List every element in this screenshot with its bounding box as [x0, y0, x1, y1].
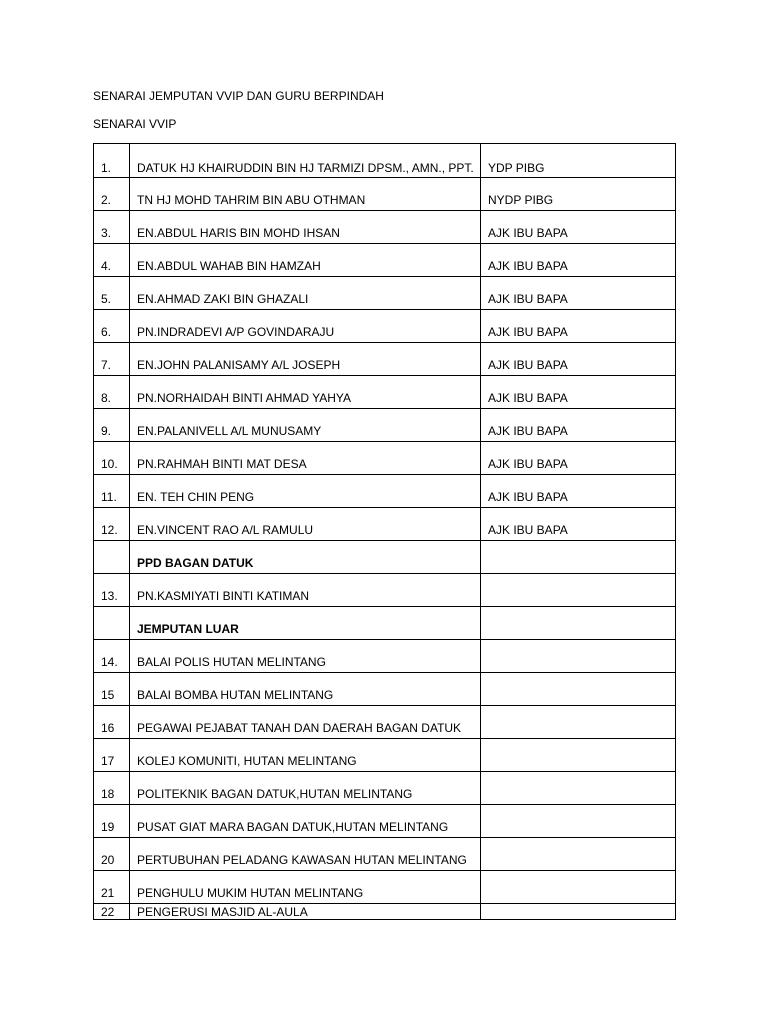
row-role — [481, 640, 676, 673]
table-row — [94, 871, 676, 904]
row-number: 3. — [94, 211, 130, 244]
vvip-table — [93, 143, 676, 920]
row-name: KOLEJ KOMUNITI, HUTAN MELINTANG — [130, 739, 481, 772]
row-role: AJK IBU BAPA — [481, 211, 676, 244]
row-role: AJK IBU BAPA — [481, 310, 676, 343]
row-name: POLITEKNIK BAGAN DATUK,HUTAN MELINTANG — [130, 772, 481, 805]
row-name: BALAI BOMBA HUTAN MELINTANG — [130, 673, 481, 706]
row-role: AJK IBU BAPA — [481, 475, 676, 508]
row-role: AJK IBU BAPA — [481, 409, 676, 442]
row-role — [481, 871, 676, 904]
row-number: 2. — [94, 178, 130, 211]
row-number: 16 — [94, 706, 130, 739]
row-role: AJK IBU BAPA — [481, 508, 676, 541]
row-number: 4. — [94, 244, 130, 277]
table-row — [94, 739, 676, 772]
row-name: PN.RAHMAH BINTI MAT DESA — [130, 442, 481, 475]
row-name: PN.KASMIYATI BINTI KATIMAN — [130, 574, 481, 607]
row-number: 8. — [94, 376, 130, 409]
table-row — [94, 805, 676, 838]
row-number: 21 — [94, 871, 130, 904]
row-role: AJK IBU BAPA — [481, 277, 676, 310]
row-name: EN.AHMAD ZAKI BIN GHAZALI — [130, 277, 481, 310]
table-row — [94, 673, 676, 706]
table-row — [94, 640, 676, 673]
row-number: 18 — [94, 772, 130, 805]
row-name: EN.ABDUL WAHAB BIN HAMZAH — [130, 244, 481, 277]
table-row — [94, 178, 676, 211]
row-role: AJK IBU BAPA — [481, 376, 676, 409]
row-role — [481, 904, 676, 920]
row-number: 6. — [94, 310, 130, 343]
document-title: SENARAI JEMPUTAN VVIP DAN GURU BERPINDAH — [93, 89, 384, 103]
row-role: YDP PIBG — [481, 144, 676, 178]
row-number — [94, 541, 130, 574]
row-name: TN HJ MOHD TAHRIM BIN ABU OTHMAN — [130, 178, 481, 211]
row-role — [481, 838, 676, 871]
row-role — [481, 805, 676, 838]
table-row — [94, 376, 676, 409]
row-name: PENGHULU MUKIM HUTAN MELINTANG — [130, 871, 481, 904]
section-heading-vvip: SENARAI VVIP — [93, 117, 177, 131]
row-number: 7. — [94, 343, 130, 376]
row-role: NYDP PIBG — [481, 178, 676, 211]
table-row — [94, 838, 676, 871]
row-number: 15 — [94, 673, 130, 706]
table-row — [94, 574, 676, 607]
table-row — [94, 277, 676, 310]
row-number — [94, 607, 130, 640]
table-row — [94, 211, 676, 244]
row-name: PN.NORHAIDAH BINTI AHMAD YAHYA — [130, 376, 481, 409]
row-name: JEMPUTAN LUAR — [130, 607, 481, 640]
table-row — [94, 310, 676, 343]
row-role — [481, 772, 676, 805]
row-name: PPD BAGAN DATUK — [130, 541, 481, 574]
table-row — [94, 706, 676, 739]
row-number: 9. — [94, 409, 130, 442]
row-name: PEGAWAI PEJABAT TANAH DAN DAERAH BAGAN DATUK — [130, 706, 481, 739]
table-row — [94, 508, 676, 541]
table-section-header-row — [94, 541, 676, 574]
row-name: DATUK HJ KHAIRUDDIN BIN HJ TARMIZI DPSM., AMN., PPT. — [130, 144, 481, 178]
row-number: 12. — [94, 508, 130, 541]
table-row — [94, 904, 676, 920]
row-number: 22 — [94, 904, 130, 920]
row-number: 14. — [94, 640, 130, 673]
row-name: EN.JOHN PALANISAMY A/L JOSEPH — [130, 343, 481, 376]
row-number: 17 — [94, 739, 130, 772]
table-row — [94, 144, 676, 178]
row-role — [481, 541, 676, 574]
table-row — [94, 772, 676, 805]
row-role: AJK IBU BAPA — [481, 244, 676, 277]
row-number: 11. — [94, 475, 130, 508]
vvip-table-body — [94, 144, 676, 920]
row-number: 1. — [94, 144, 130, 178]
row-role — [481, 739, 676, 772]
row-role: AJK IBU BAPA — [481, 442, 676, 475]
row-number: 19 — [94, 805, 130, 838]
row-name: PERTUBUHAN PELADANG KAWASAN HUTAN MELINTANG — [130, 838, 481, 871]
row-name: EN.VINCENT RAO A/L RAMULU — [130, 508, 481, 541]
row-role — [481, 574, 676, 607]
row-number: 5. — [94, 277, 130, 310]
row-name: PUSAT GIAT MARA BAGAN DATUK,HUTAN MELINTANG — [130, 805, 481, 838]
table-section-header-row — [94, 607, 676, 640]
row-number: 20 — [94, 838, 130, 871]
row-name: EN. TEH CHIN PENG — [130, 475, 481, 508]
row-number: 10. — [94, 442, 130, 475]
table-row — [94, 475, 676, 508]
row-role — [481, 607, 676, 640]
row-role — [481, 673, 676, 706]
table-row — [94, 343, 676, 376]
row-role — [481, 706, 676, 739]
row-number: 13. — [94, 574, 130, 607]
table-row — [94, 244, 676, 277]
table-row — [94, 409, 676, 442]
row-name: PN.INDRADEVI A/P GOVINDARAJU — [130, 310, 481, 343]
row-name: EN.ABDUL HARIS BIN MOHD IHSAN — [130, 211, 481, 244]
row-name: EN.PALANIVELL A/L MUNUSAMY — [130, 409, 481, 442]
row-name: PENGERUSI MASJID AL-AULA — [130, 904, 481, 920]
row-role: AJK IBU BAPA — [481, 343, 676, 376]
row-name: BALAI POLIS HUTAN MELINTANG — [130, 640, 481, 673]
table-row — [94, 442, 676, 475]
